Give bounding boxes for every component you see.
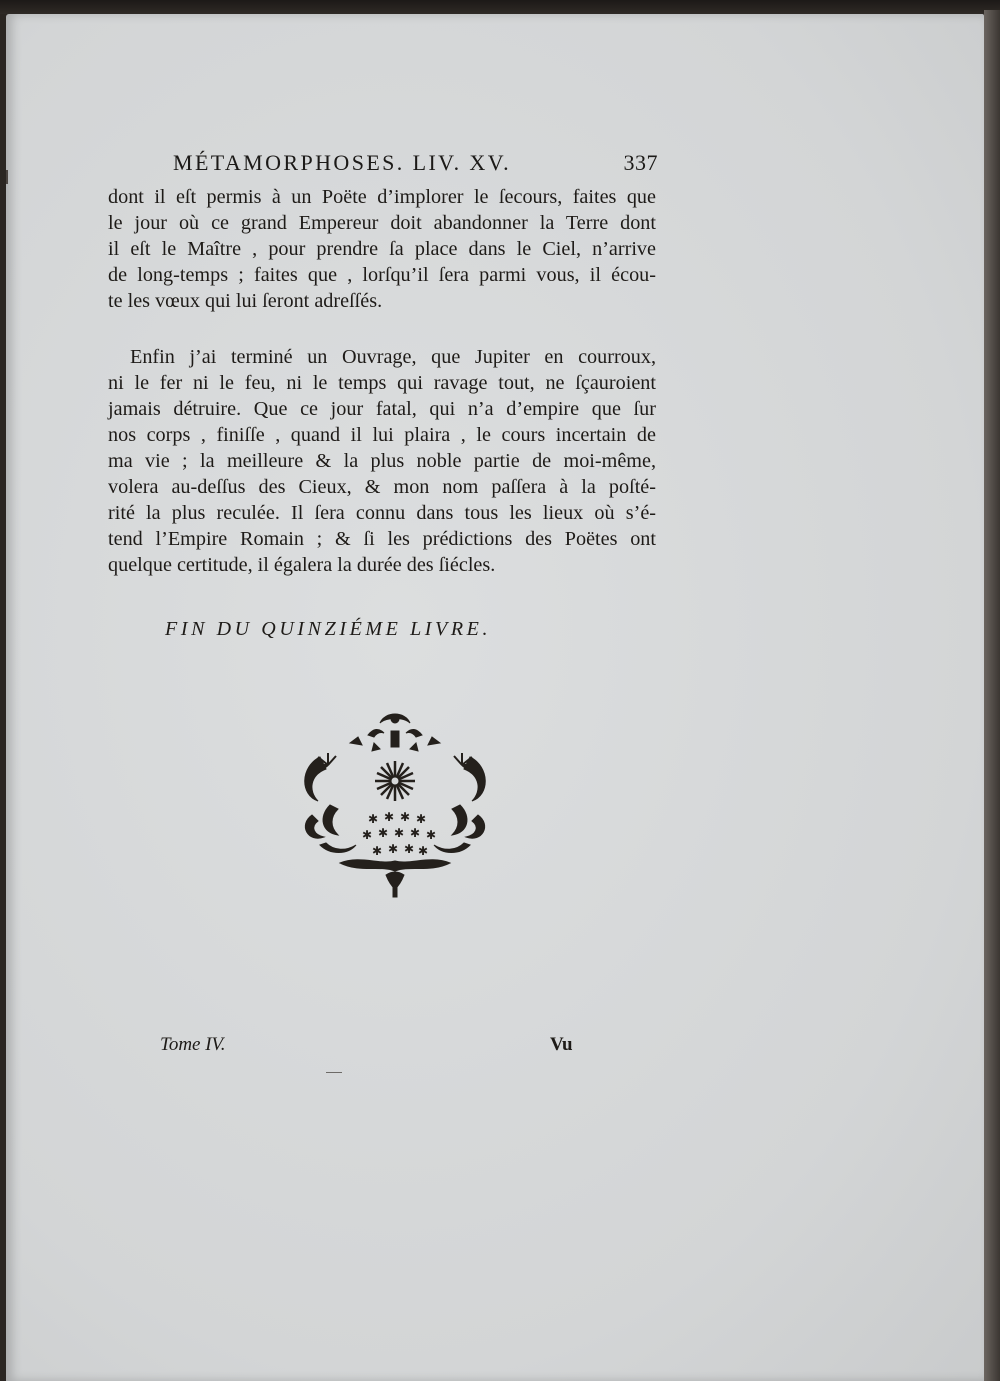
text-line: rité la plus reculée. Il ſera connu dans tous les lieux où s’é- — [108, 502, 656, 524]
svg-text:✱: ✱ — [378, 826, 389, 840]
svg-text:✱: ✱ — [426, 828, 437, 842]
margin-mark — [6, 170, 8, 184]
text-line: dont il eſt permis à un Poëte d’implorer le ſecours, faites que — [108, 186, 656, 208]
svg-text:✱: ✱ — [410, 826, 421, 840]
page-number: 337 — [623, 150, 658, 175]
svg-text:✱: ✱ — [416, 812, 427, 826]
text-line: quelque certitude, il égalera la durée des ſiécles. — [108, 554, 496, 576]
svg-text:✱: ✱ — [368, 812, 379, 826]
paragraph-1 — [108, 184, 656, 314]
running-head-title: MÉTAMORPHOSES. LIV. XV. — [173, 150, 512, 175]
text-line: tend l’Empire Romain ; & ſi les prédictions des Poëtes ont — [108, 528, 656, 550]
page-edge — [984, 10, 1000, 1381]
divider — [326, 1072, 342, 1073]
text-line: nos corps , finiſſe , quand il lui plaira , le cours incertain de — [108, 424, 656, 446]
text-line: ma vie ; la meilleure & la plus noble partie de moi-même, — [108, 450, 656, 472]
text-line: Enfin j’ai terminé un Ouvrage, que Jupiter en courroux, — [130, 346, 656, 368]
text-line: ni le fer ni le feu, ni le temps qui ravage tout, ne ſçauroient — [108, 372, 656, 394]
text-line: il eſt le Maître , pour prendre ſa place dans le Ciel, n’arrive — [108, 238, 656, 260]
text-line: te les vœux qui lui ſeront adreſſés. — [108, 290, 383, 312]
end-title: FIN DU QUINZIÉME LIVRE. — [165, 618, 492, 640]
paragraph-2 — [108, 344, 656, 578]
fleuron-ornament-icon — [290, 705, 500, 900]
svg-text:✱: ✱ — [384, 810, 395, 824]
svg-text:✱: ✱ — [400, 810, 411, 824]
text-line: le jour où ce grand Empereur doit abandonner la Terre dont — [108, 212, 656, 234]
text-line: jamais détruire. Que ce jour fatal, qui n’a d’empire que ſur — [108, 398, 656, 420]
text-line: volera au-deſſus des Cieux, & mon nom paſſera à la poſté- — [108, 476, 656, 498]
svg-text:✱: ✱ — [388, 842, 399, 856]
svg-text:✱: ✱ — [418, 844, 429, 858]
top-edge — [0, 0, 1000, 14]
signature-mark: Vu — [550, 1034, 573, 1055]
running-head — [173, 150, 658, 180]
svg-text:✱: ✱ — [362, 828, 373, 842]
volume-label: Tome IV. — [160, 1034, 226, 1055]
svg-text:✱: ✱ — [372, 844, 383, 858]
svg-text:✱: ✱ — [404, 842, 415, 856]
svg-text:✱: ✱ — [394, 826, 405, 840]
text-line: de long-temps ; faites que , lorſqu’il ſera parmi vous, il écou- — [108, 264, 656, 286]
